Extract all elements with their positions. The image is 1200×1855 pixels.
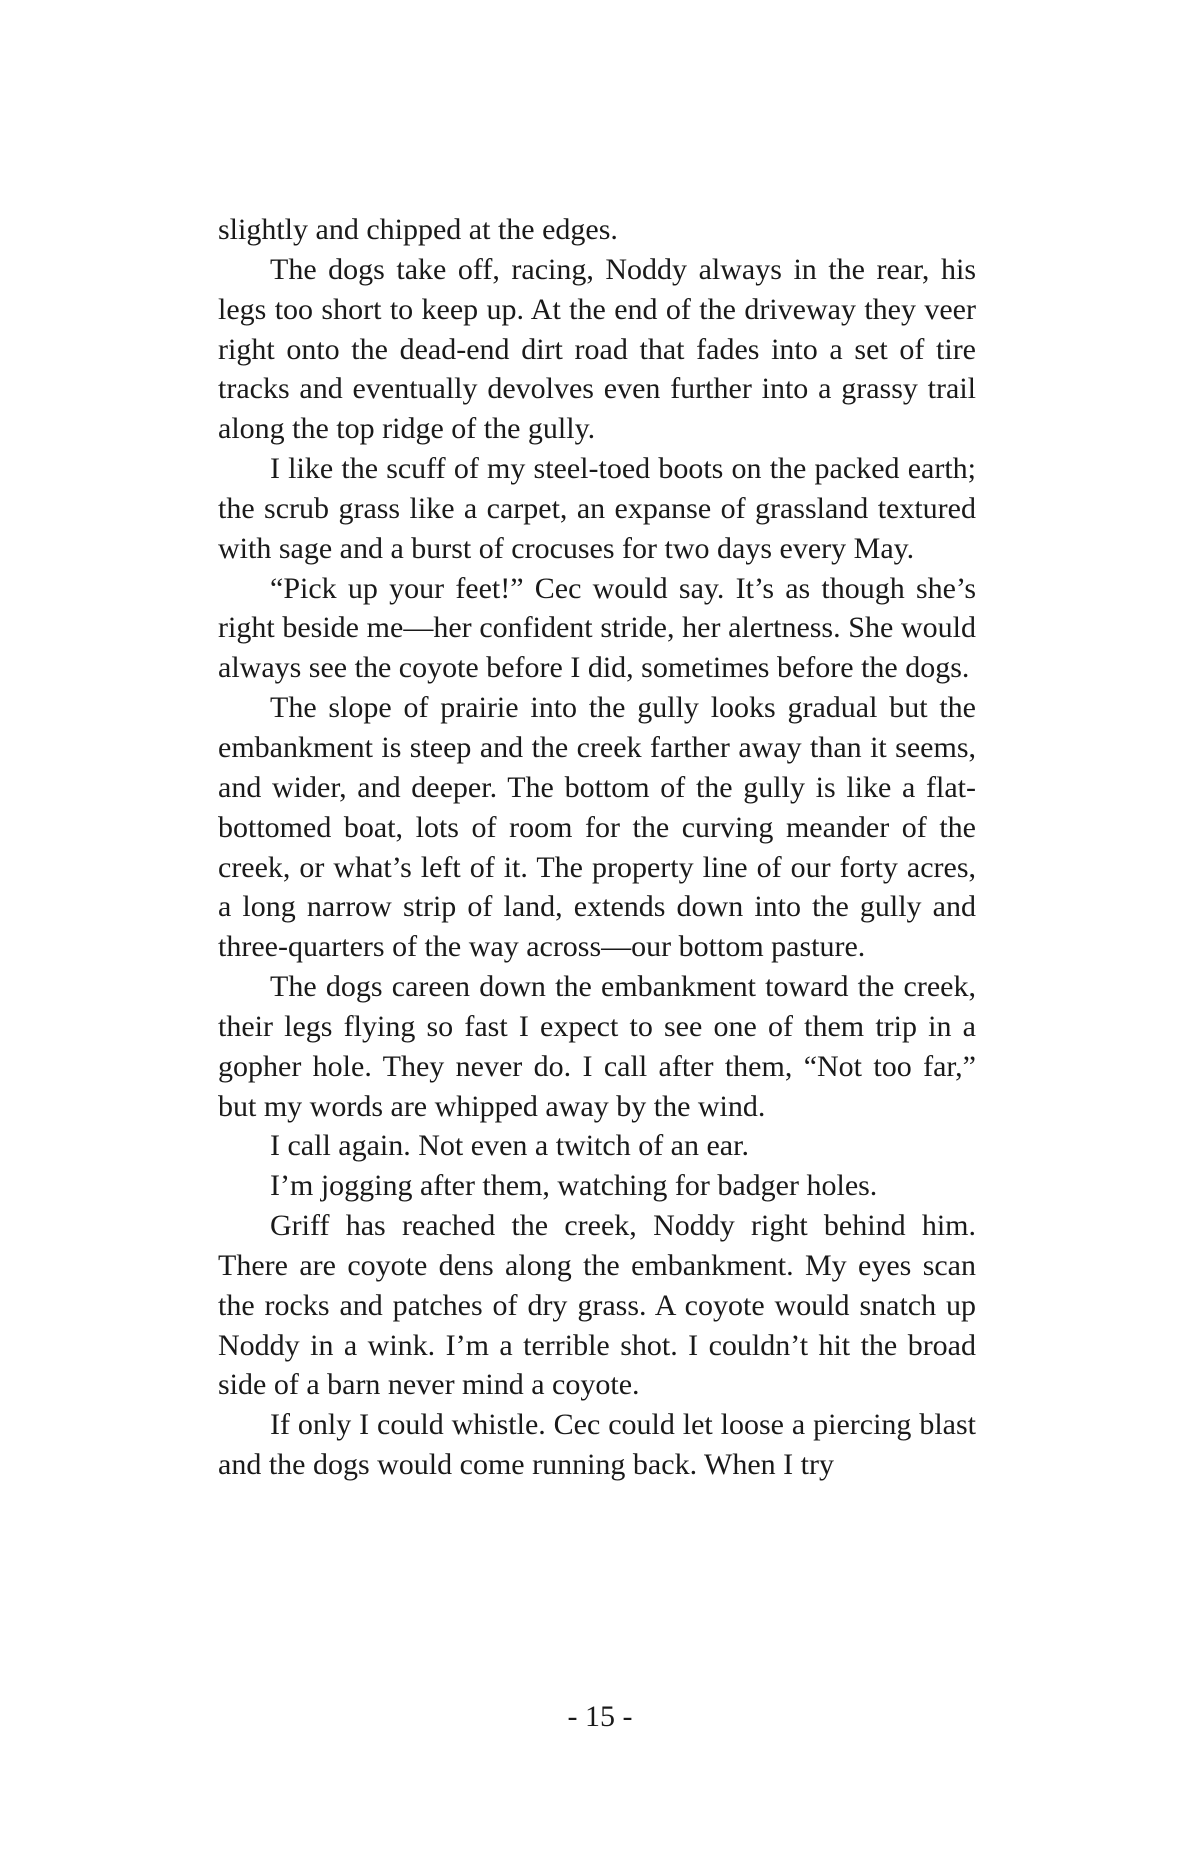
paragraph: “Pick up your feet!” Cec would say. It’s as though she’s right beside me—her confident stride, her alertness. She would always see the coyote before I did, sometimes before the dogs. (218, 571, 976, 685)
paragraph: The slope of prairie into the gully looks gradual but the embankment is steep and the creek farther away than it seems, and wider, and deeper. The bottom of the gully is like a flat-bottomed boat, lots of room for the curving meander of the creek, or what’s left of it. The property line of our forty acres, a long narrow strip of land, extends down into the gully and three-quarters of the way across—our bottom pasture. (218, 691, 976, 964)
paragraph: The dogs take off, racing, Noddy always in the rear, his legs too short to keep up. At the end of the driveway they veer right onto the dead-end dirt road that fades into a set of tire tracks and eventually devolves even further into a grassy trail along the top ridge of the gully. (218, 252, 976, 446)
paragraph: If only I could whistle. Cec could let loose a piercing blast and the dogs would come running back. When I try (218, 1408, 976, 1482)
paragraph: The dogs careen down the embankment toward the creek, their legs flying so fast I expect to see one of them trip in a gopher hole. They never do. I call after them, “Not too far,” but my words are whipped away by the wind. (218, 970, 976, 1123)
paragraph: I like the scuff of my steel-toed boots on the packed earth; the scrub grass like a carpet, an expanse of grassland textured with sage and a burst of crocuses for two days every May. (218, 452, 976, 565)
page-number: - 15 - (567, 1700, 633, 1733)
paragraph: Griff has reached the creek, Noddy right behind him. There are coyote dens along the embankment. My eyes scan the rocks and patches of dry grass. A coyote would snatch up Noddy in a wink. I’m a terrible shot. I couldn’t hit the broad side of a barn never mind a coyote. (218, 1209, 976, 1402)
paragraph: slightly and chipped at the edges. (218, 213, 618, 246)
paragraph: I’m jogging after them, watching for badger holes. (270, 1169, 878, 1203)
body-text (218, 210, 976, 1485)
paragraph: I call again. Not even a twitch of an ear. (270, 1129, 749, 1163)
